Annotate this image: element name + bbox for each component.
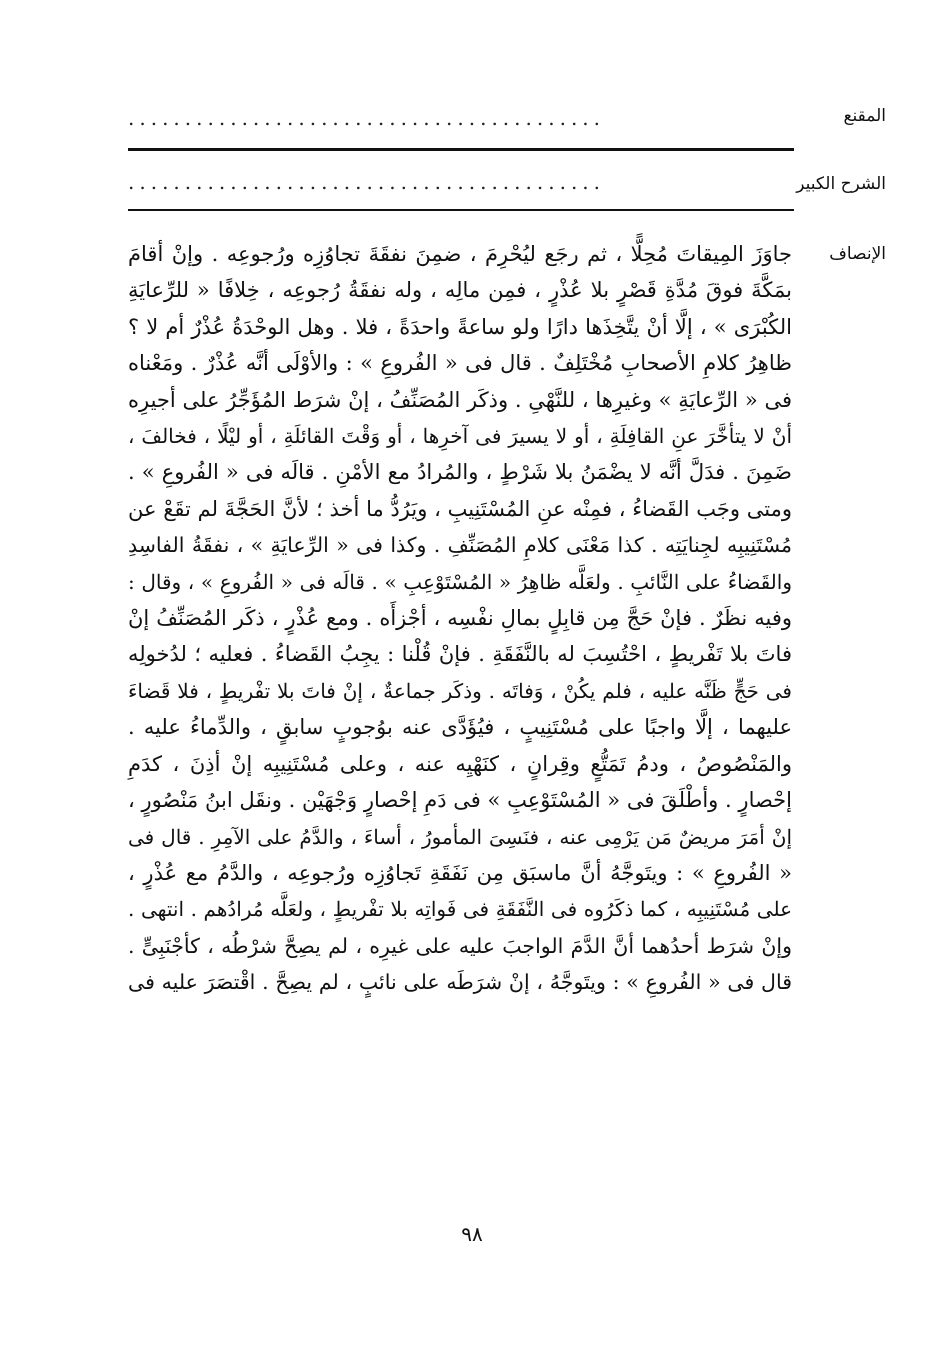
label-insaf: الإنصاف [829, 244, 886, 264]
label-sharh-kabir: الشرح الكبير [796, 174, 886, 194]
label-muqni: المقنع [843, 106, 886, 126]
body-line: فى حَجٍّ ظَنَّه عليه ، فلم يكُنْ ، وَفاتَه . وذكَر جماعةٌ ، إنْ فاتَ بلا تفْريطٍ ، فلا قَضاءَ [128, 678, 792, 703]
sharh-placeholder-dots: .......................................... [128, 170, 606, 194]
thick-rule [128, 148, 794, 151]
page-number: ٩٨ [461, 1222, 483, 1246]
body-line: على مُسْتَنِيبِه ، كما ذكَرُوه فى النَّفَقَةِ فى فَواتِه بلا تفْريطٍ ، ولعَلَّه مُرادُهم . انتهى . [128, 897, 792, 922]
body-line: جاوَزَ المِيقاتَ مُحِلًّا ، ثم رجَع ليُحْرِمَ ، ضمِنَ نفقَةَ تجاوُزِه ورُجوعِه . وإنْ أقامَ [128, 242, 792, 266]
body-line: الكُبْرَى » ، إلَّا أنْ يتَّخِذَها دارًا ولو ساعةً واحدَةً ، فلا . وهل الوحْدَةُ عُذْرٌ أم لا ؟ [128, 314, 792, 339]
insaf-body [128, 236, 792, 1001]
body-line: أنْ لا يتأخَّرَ عنِ القافِلَةِ ، أو لا يسيرَ فى آخرِها ، أو وَقْتَ القائلَةِ ، أو ليْلًا ، فخالفَ ، [128, 424, 793, 449]
body-line: عليهما ، إلَّا واجبًا على مُسْتَنِيبٍ ، فيُؤَدَّى عنه بوُجوبٍ سابقٍ ، والدِّماءُ عليه . [128, 715, 792, 740]
body-line: فى « الرِّعايَةِ » وغيرِها ، للنَّهْىِ . وذكَر المُصَنِّفُ ، إنْ شرَط المُؤَجِّرُ على أجيرِه [128, 387, 792, 412]
thin-rule [128, 209, 794, 211]
muqni-placeholder-dots: .......................................... [128, 106, 606, 130]
body-line: والقَضاءُ على النَّائبِ . ولعَلَّه ظاهِرُ « المُسْتَوْعِبِ » . قالَه فى « الفُروعِ » ، وقال : [128, 569, 792, 594]
body-line: إنْ أمَرَ مريضٌ مَن يَرْمِى عنه ، فنَسِىَ المأمورُ ، أساءَ ، والدَّمُ على الآمِرِ . قال فى [128, 824, 792, 849]
body-line: بمَكَّةَ فوقَ مُدَّةِ قَصْرٍ بلا عُذْرٍ ، فمِن مالِه ، وله نفقَةُ رُجوعِه ، خِلافًا « للرِّعايَةِ [128, 278, 792, 303]
body-line: وإنْ شرَط أحدُهما أنَّ الدَّمَ الواجبَ عليه على غيرِه ، لم يصِحَّ شرْطُه ، كأجْنَبِىٍّ . [128, 933, 792, 958]
body-line: ضَمِنَ . فدَلَّ أنَّه لا يضْمَنُ بلا شَرْطٍ ، والمُرادُ مع الأمْنِ . قالَه فى « الفُروعِ » . [128, 460, 792, 485]
body-line: إحْصارٍ . وأطْلَقَ فى « المُسْتَوْعِبِ » فى دَمِ إحْصارٍ وَجْهَيْن . ونقَل ابنُ مَنْصُورٍ ، [128, 788, 792, 813]
body-line: ظاهِرُ كلامِ الأصحابِ مُخْتَلِفٌ . قال فى « الفُروعِ » : والأوْلَى أنَّه عُذْرٌ . ومَعْناه [128, 351, 792, 376]
body-line: والمَنْصُوصُ ، ودمُ تَمَتُّعٍ وقِرانٍ ، كنَهْيِه عنه ، وعلى مُسْتَنِيبِه إنْ أذِنَ ، كدَمِ [128, 751, 792, 776]
body-line: وفيه نظَرٌ . فإنْ حَجَّ مِن قابِلٍ بمالِ نفْسِه ، أجْزأَه . ومع عُذْرٍ ، ذكَر المُصَنِّفُ إنْ [128, 606, 792, 631]
body-line: فاتَ بلا تَفْريطٍ ، احْتُسِبَ له بالنَّفَقَةِ . فإنْ قُلْنا : يجِبُ القَضاءُ . فعليه ؛ لدُخولِه [128, 642, 792, 667]
body-line: قال فى « الفُروعِ » : ويتَوجَّهُ ، إنْ شرَطَه على نائبٍ ، لم يصِحَّ . اقْتصَرَ عليه فى [128, 970, 792, 995]
body-line: مُسْتَنِيبِه لجِنايَتِه . كذا مَعْنَى كلامِ المُصَنِّفِ . وكذا فى « الرِّعايَةِ » ، نفقَةُ الفاسِدِ [128, 533, 792, 558]
body-line: « الفُروعِ » : ويتَوجَّهُ أنَّ ماسبَق مِن نَفَقَةِ تَجاوُزِه ورُجوعِه ، والدَّمُ مع عُذْرٍ ، [128, 860, 792, 885]
body-line: ومتى وجَب القَضاءُ ، فمِنْه عنِ المُسْتَنِيبِ ، ويَرُدُّ ما أخذ ؛ لأنَّ الحَجَّةَ لم تقَعْ عن [128, 496, 792, 521]
